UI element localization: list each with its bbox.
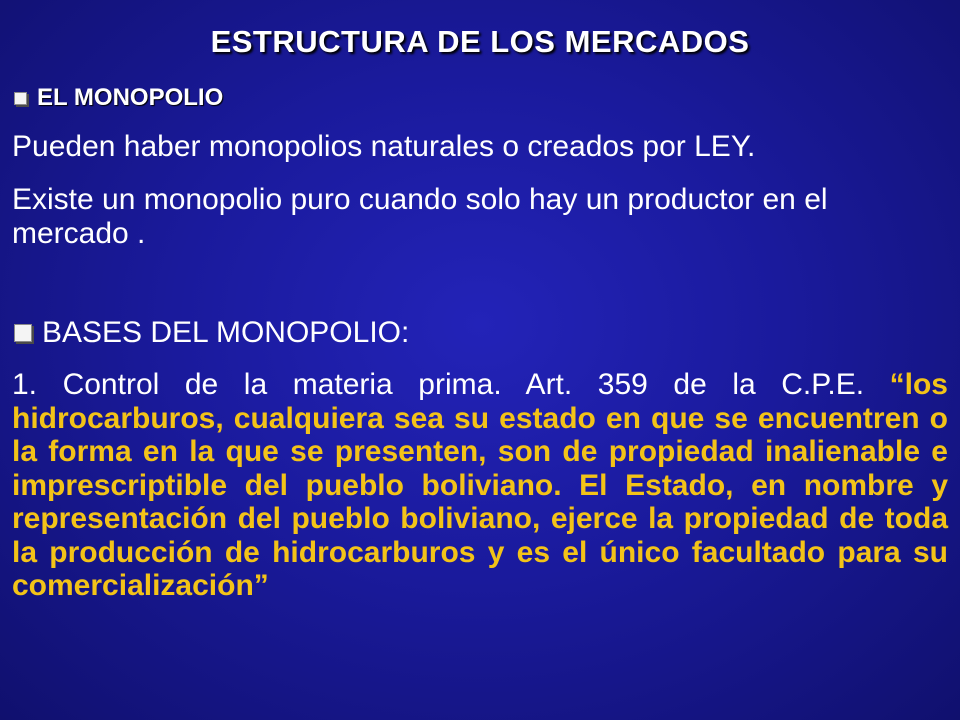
constitution-quote: “los hidrocarburos, cualquiera sea su estado en que se encuentren o la forma en la que se presenten, son de propiedad inalienable e imprescriptible del pueblo boliviano. El Estado, en nombre y representación del pueblo boliviano, ejerce la propiedad de toda la producción de hidrocarburos y es el único facultado para su comercialización” xyxy=(12,368,948,602)
checkbox-bullet-icon xyxy=(14,324,32,342)
bullet-label: BASES DEL MONOPOLIO: xyxy=(42,316,410,349)
slide-title: ESTRUCTURA DE LOS MERCADOS xyxy=(210,24,750,59)
bullet-bases-monopolio xyxy=(14,316,409,350)
paragraph-monopolio-puro: Existe un monopolio puro cuando solo hay un productor en el mercado . xyxy=(12,183,828,250)
paragraph-monopolios: Pueden haber monopolios naturales o creados por LEY. xyxy=(12,130,756,163)
bullet-label: EL MONOPOLIO xyxy=(37,84,224,111)
bullet-el-monopolio xyxy=(14,84,223,112)
paragraph-control-materia-prima xyxy=(12,368,948,603)
paragraph-intro: 1. Control de la materia prima. Art. 359 de la C.P.E. xyxy=(12,368,890,401)
checkbox-bullet-icon xyxy=(14,92,27,105)
